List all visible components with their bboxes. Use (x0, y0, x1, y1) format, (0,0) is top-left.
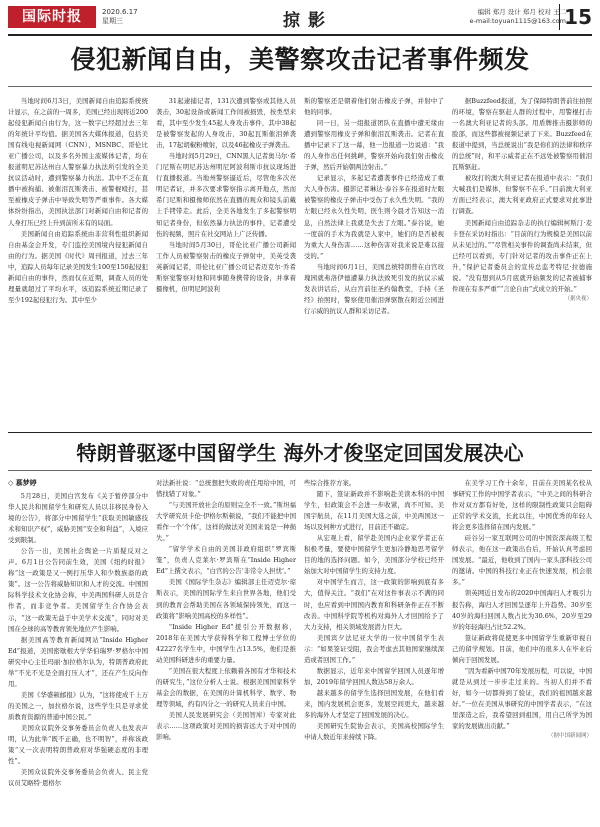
paragraph: 美国新闻自由追踪杂志的执行编辑柯斯汀·麦卡登在采访时指出：“目前的行为规模是美国以前从未见过的。”“尽管相关事件的调查尚未结束，但已经可以看到，专门针对记者的攻击事件正在上升，”保护记者委员会的宣传总监考特尼·拉德施说。“没有想到从5月底就开始频发的记者被捕事件现在有多严重”“言论自由”式成立的开始。” (452, 218, 592, 293)
page-number: 15 (559, 4, 592, 30)
paragraph: 数据显示，近年来中国留学回国人员逐年增加，2019年留学回国人数达58万余人。 (304, 666, 444, 686)
section-title: 掠影 (283, 11, 333, 31)
paragraph: 随下，签证新政并不影响赴美读本科的中国学生，但政策会不会进一步收紧，尚不可知。美国宇航员，在11月美国大选之前，中美两国这一场以及何种方式进行，目前还不确定。 (304, 490, 444, 532)
paragraph: “美国在很大程度上依赖着各国有才华和技术的研究生，”这位分析人士说。根据美国国家科学基金会的数据，在美国的计算机科学、数学、物理等领域，约有四分之一的研究人员来自中国。 (156, 666, 296, 708)
paragraph: 当地时间6月3日，美国新闻自由追踪系统统计显示，在之前的一周多，美国已经出现将近200起侵犯新闻自由行为，这一数字已经超过去三年的年统计平均值。据美国各大媒体报道，包括美国有线电视新闻网（CNN）、MSNBC、哥伦比亚广播公司，以及多名外国主流媒体记者，均在报道明尼苏达州白人警察暴力执法所引发的全美抗议活动时，遭到警察暴力执法。其中不乏在直播中被拘捕、被催泪瓦斯袭击、被警棍殴打，甚至被橡皮子弹击中导致失明等严重事件。各大媒体纷纷指出，美国执法部门对新闻自由和记者的人身打压已经上升到前所未有的局面。 (8, 97, 148, 227)
author-byline: ◇ 慕梦婷 (8, 478, 148, 489)
paragraph: 同一日，另一组报道团队在直播中遭无缘由遭到警察用橡皮子弹和催泪瓦斯袭击。记者在直播中记录下了这一幕，他一边报道一边说道：“我的人身作出任何挑衅，警察开始向我们射击橡皮子弹，然后开始朝两边射击。” (304, 119, 444, 172)
newspaper-logo: 国际时报 (8, 6, 96, 28)
paragraph: 美国众议院外交事务委员会负责人、民主党议员艾略特·恩格尔 (8, 768, 148, 788)
section-divider (8, 432, 592, 433)
credits-line-1: 编辑 郑月 设计 郑月 校对 王二 (477, 8, 566, 16)
story2-column-1 (8, 478, 148, 818)
paragraph: 美国人民发展研究会（美国智库）专家对此表示……这项政策对美国的损害远大于对中国的影响。 (156, 710, 296, 742)
paragraph: 记录显示，多起记者遭袭事件已经造成了重大人身伤害。摄影记者琳达·泰谷多在报道时左眼被警察的橡皮子弹击中受伤了永久性失明。“我的左眼已经永久性失明，医生则今晨才告知这一消息，自然法律上我就是失去了左眼。”泰谷说，她一度前的手术为我就是人家中，她们的是否被视为重大人身伤害……这种伤害对我来说是难以接受的。” (304, 174, 444, 260)
paragraph: 领英网近日发布的2020中国海归人才吸引力报告称，海归人才回国呈逐年上升趋势。30岁至40岁的海归回国人数占比为30.6%，20岁至29岁的年轻海归占比52.2%。 (452, 589, 592, 631)
paragraph: 5月28日，美国白宫发布《关于暂停部分中华人民共和国留学生和研究人员以非移民身份入境的公告》，将部分中国留学生“获取美国敏感技术和知识产权”，威胁美国“安全和利益”，入境应受到限制。 (8, 492, 148, 545)
paragraph: 签证新政将促使更多中国留学生重新审视自己的留学规划。目前，他们中的很多人在毕业后倾向于回国发展。 (452, 633, 592, 664)
paragraph: 斯的警察还是朝着他们射击橡皮子弹，并射中了他的同事。 (304, 97, 444, 117)
paragraph: 从宏观上看，留学赴美国内企业家学者正在积极考量，要使中国留学生更加冷静地思考留学目的地的选择问题。如今，美国部分学校已经开始加大对中国留学生的支持力度。 (304, 534, 444, 576)
credits-email: e-mail:toyuan1115@163.com (469, 17, 566, 25)
paragraph: 对中国学生而言，这一政策的影响到底有多大，值得关注。“我们”在对这件事表示不满的同时，也应看到中国国内教育和科研条件正在不断改善。中国科学院等机构对海外人才回国给予了大力支持，相关领域发展潜力巨大。 (304, 578, 444, 631)
paragraph: 美国新闻自由追踪系统由非营利性组织新闻自由基金会开发，专门监控美国境内侵犯新闻自由的行为。据美国《时代》周刊报道，过去三年中，追踪人员每年记录美国发生100至150起侵犯新闻自由的事件，然而仅在近期，调查人员的处理量就超过了平均水平，该追踪系统近期记录了至少192起侵犯行为。其中至少 (8, 229, 148, 304)
issue-date: 2020.6.17 (102, 8, 138, 16)
story1-column-3 (304, 96, 444, 430)
paragraph: 越来越多的留学生选择回国发展，在他们看来，国内发展机会更多，发展空间更大，越来越多的海外人才坚定了回国发展的决心。 (304, 688, 444, 719)
paragraph: 美国众议院外交事务委员会负责人也发表声明，认为此举“既不正确，也不明智”，并称该政策“又一次表明特朗普政府对华强硬态度的非理性”。 (8, 723, 148, 766)
paragraph: 据Buzzfeed报道，为了保障特朗普前往拍照的环境，警察在驱赶人群的过程中，用警棍打击一名澳大利亚记者的头部。用盾牌推击摄影师的脸部，而这些都被视频记录了下来。Buzzfeed在报道中提到，当总统说出“我是你们的法律和秩序的总统”时，和平示威者正在不远处被警察用催泪瓦斯驱赶。 (452, 97, 592, 172)
story2-column-2 (156, 478, 296, 818)
story1-source: （据央视） (564, 295, 592, 302)
paragraph: 美国研究生院协会表示，美国高校国际学生申请人数近年来持续下降。 (304, 722, 444, 742)
paragraph: 当地时间6月1日，美国总统特朗普在白宫玫瑰园就弗洛伊德遭暴力执法致死引发的抗议示威发表讲话后，从白宫前往圣约翰教堂，手持《圣经》拍照时，警察使用催泪弹驱散在附近公园进行示威的抗议人群和采访记者。 (304, 262, 444, 315)
divider (8, 470, 592, 471)
paragraph: 些综合推荐方案。 (304, 479, 356, 487)
masthead (8, 4, 592, 36)
divider (8, 86, 592, 87)
story2-body (8, 478, 592, 818)
paragraph: 对法新社说：“总统想把失败的责任甩给中国，可惜找错了对象。” (156, 479, 296, 499)
story1-headline: 侵犯新闻自由，美警察攻击记者事件频发 (70, 45, 530, 74)
paragraph: “Inside Higher Ed”援引公开数据称，2018年在美国大学获得科学和工程博士学位的42227名学生中，中国学生占13.5%，他们是推动美国科研进步的重要力量。 (156, 622, 296, 664)
paragraph: 美国《华盛顿邮报》认为，“这将使成千上万的美国之一，加拉格尔说，这些学生只是寻求优质教育资源的普通中国公民。” (8, 690, 148, 721)
editor-credits (470, 8, 566, 26)
issue-weekday: 星期三 (102, 17, 123, 25)
paragraph: 当地时间5月29日，CNN黑人记者奥马尔·希门尼斯在明尼苏达州明尼阿波利斯市抗议现场进行直播报道。当地州警察逼近后，尽管他多次亮明记者证，并多次要求警察指示离开地点，然而希门尼斯和摄像师依然在直播的观众和镜头前戴上手铐带走。此后，全美各地发生了多起警察明知记者身份，但依然暴力执法的事件，记者遭受伤的视频，照片在社交网站上广泛传播。 (156, 152, 296, 238)
paragraph: “留学学术自由的美国非政府组织“罗宾斯笼”，负责人克莱尔·罗宾斯在“Inside Higher Ed”上撰文表示，“白宫的公告‘非常令人担忧’。” (156, 545, 296, 576)
story2-headline: 特朗普驱逐中国留学生 海外才俊坚定回国发展决心 (76, 441, 524, 465)
paragraph: 公告一出，美国社会舆论一片质疑反对之声。6月1日公告同前生效，美国《纽约时报》称“这一政策是又一例打压华人和少数族裔的政策”。这一公告将威胁知识和人才的交流。中国国际科学技术文化协会称，中美两国科研人员是合作者，而非竞争者。美国留学生合作协会表示，“这一政策无益于中美学术交流”，同时对美国在全球的高等教育领先地位产生影响。 (8, 547, 148, 633)
story2-column-4 (452, 478, 592, 818)
story1-column-4 (452, 96, 592, 430)
paragraph: “与美国开放社会的原则完全不一致。”斯坦福大学研究员卡伦·伊格尔斯顿说，“我们不能把中国看作一个‘个体’，这样的做法对美国来说是一种损失。” (156, 501, 296, 543)
paragraph: 当地时间5月30日，哥伦比亚广播公司新闻工作人员被警察射击的橡皮子弹射中，美英受袭英新闻记者，哥伦比亚广播公司记者迈克尔·乔希斯察觉警察对他和同事随身携带的设备，并拿着摄像机，但明尼阿波利 (156, 240, 296, 293)
story2-source: （据中国新闻网） (547, 733, 592, 740)
story1-column-2 (156, 96, 296, 430)
story1-body (8, 96, 592, 430)
paragraph: 被攻打的澳大利亚记者在报道中表示：“我们大喊我们是媒体，但警察不在乎。”目前澳大利亚方面已经表示，澳大利亚政府正式要求对此事进行调查。 (452, 174, 592, 216)
story1-column-1 (8, 96, 148, 430)
paragraph: 据美国高等教育新闻网站“Inside Higher Ed”报道，美国密歇根大学华伯瑞罗·罗格尔中国研究中心主任玛丽·加拉格尔认为，特朗普政府此举“不光不光是全面打压人才”，还在产生反向作用。 (8, 635, 148, 688)
paragraph: “因为看新中国70年发展历程，可以说，中国就是从到过一步步走过来的。当初人们并不看好，如今一切都得到了验证，我们的祖国越来越好。”一位在美国从事研究的中国学者表示，“在这里深造之后，我希望回到祖国，用自己所学为国家的发展做出贡献。” (452, 666, 592, 731)
issue-date-block (102, 8, 138, 26)
paragraph: 31起逮捕记者，131次遭到警察或其他人员袭击，30起设备或新闻工作间被损毁，按类型来看，其中至少发生45起人身攻击事件，其中38起是被警察发起的人身攻击，30起瓦斯催泪弹袭击，17起胡椒粉喷射，以及46起橡皮子弹袭击。 (156, 97, 296, 150)
story2-column-3 (304, 478, 444, 818)
paragraph: 在美学习工作十余年，目前在美国某名校从事研究工作的中国学者表示，“中美之间的科研合作对双方都有好处，这样的限制性政策只会阻碍正常的学术交流，长此以往，中国优秀的年轻人将会更多选择留在国内发展。” (452, 479, 592, 532)
paragraph: 美国宾夕法尼亚大学的一位中国留学生表示：“如果签证受阻，我会考虑去其他国家继续深造或者回国工作。” (304, 633, 444, 664)
paragraph: 硅谷另一家互联网公司的中国资深高级工程师表示，他在这一政策出台后，开始认真考虑回国发展。“最近，他收到了国内一家头部科技公司的邀请。中国的科技行业正在快速发展，机会很多。” (452, 534, 592, 587)
paragraph: 美国《国际学生杂志》编辑部主任迈克尔·琼斯表示，美国的国际学生来自世界各地，他们受到的教育会帮助美国在各领域保持领先，而这一政策将“影响美国高校的多样性”。 (156, 578, 296, 620)
